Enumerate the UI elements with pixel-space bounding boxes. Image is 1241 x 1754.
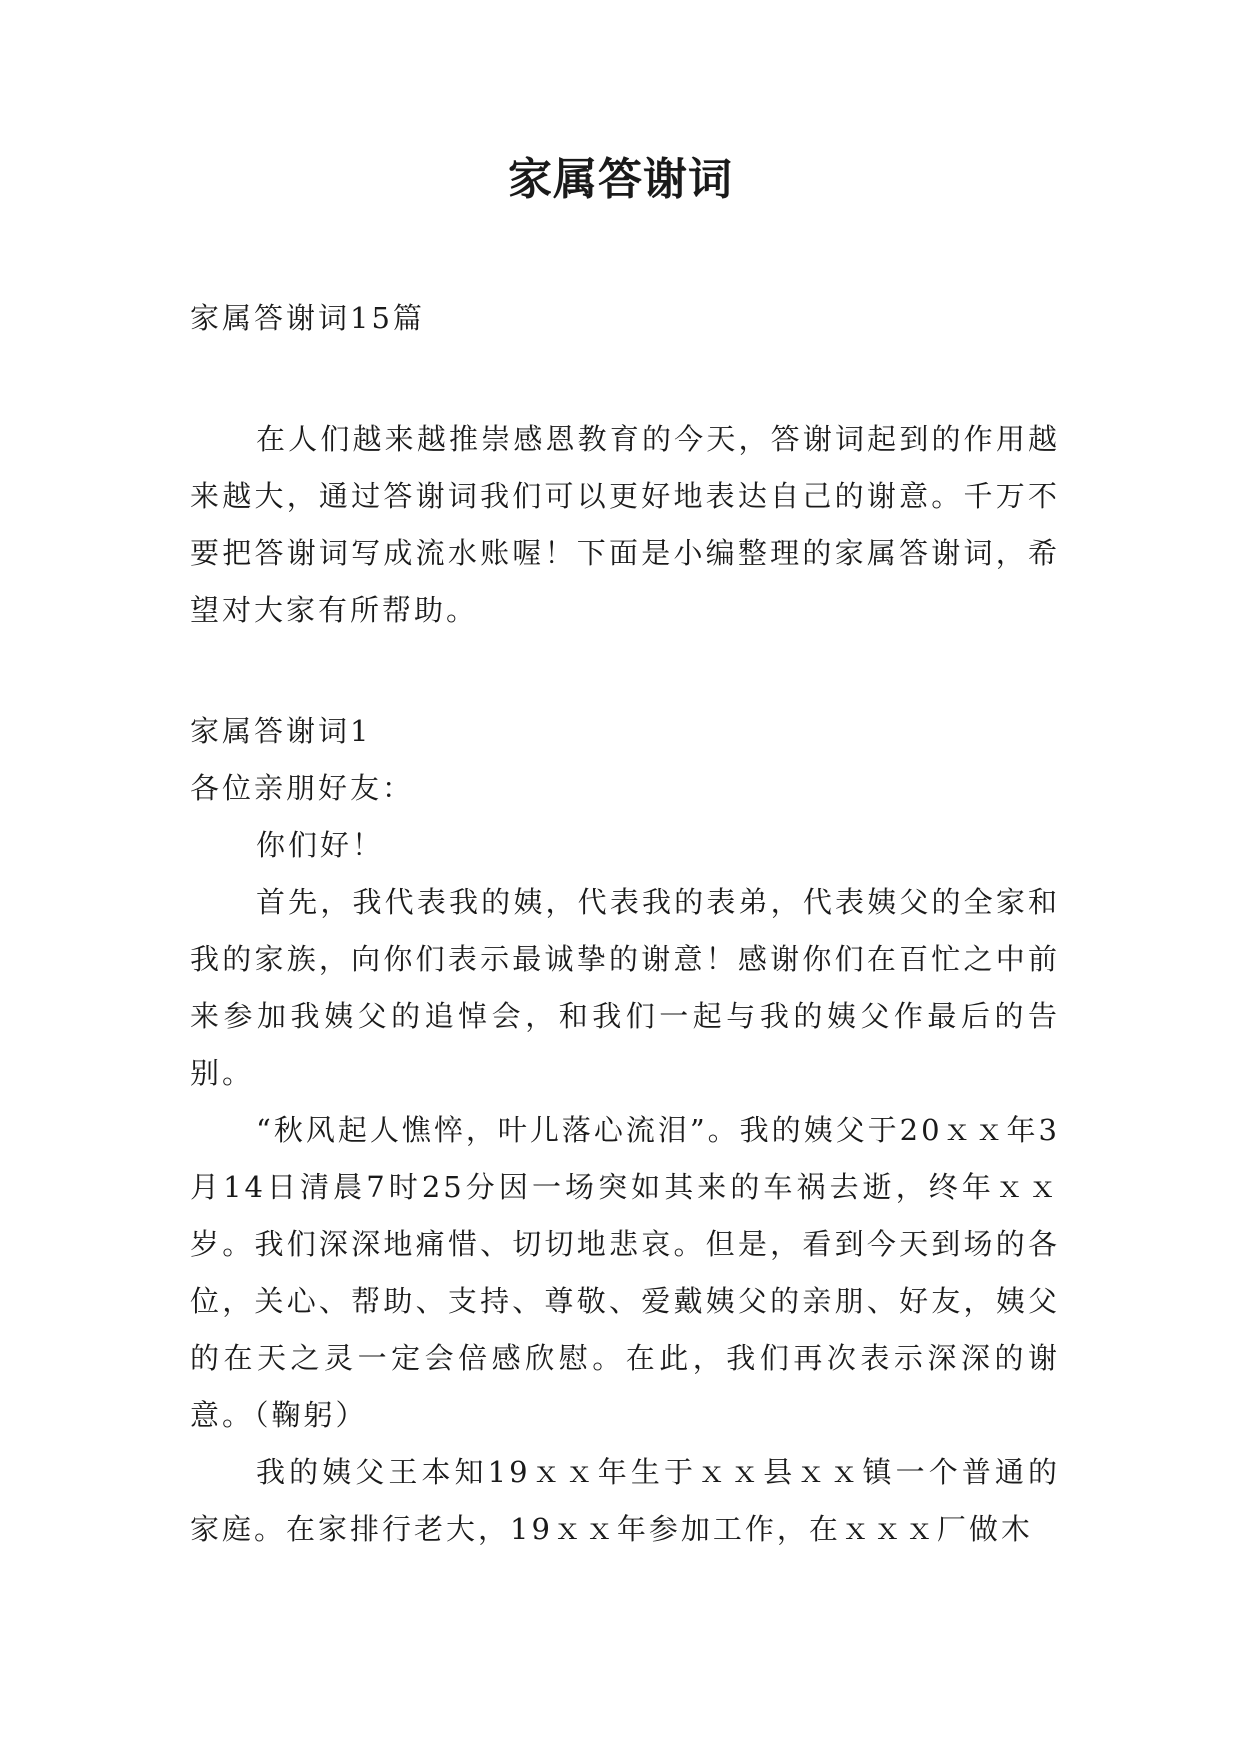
body-paragraph: 我的姨父王本知19ｘｘ年生于ｘｘ县ｘｘ镇一个普通的家庭。在家排行老大，19ｘｘ年参加工作，在ｘｘｘ厂做木 [190, 1455, 1060, 1546]
document-title: 家属答谢词 [508, 154, 733, 205]
document-subtitle: 家属答谢词15篇 [190, 301, 425, 335]
body-paragraph: “秋风起人憔悴，叶儿落心流泪”。我的姨父于20ｘｘ年3月14日清晨7时25分因一场突如其来的车祸去逝，终年ｘｘ岁。我们深深地痛惜、切切地悲哀。但是，看到今天到场的各位，关心、帮助、支持、尊敬、爱戴姨父的亲朋、好友，姨父的在天之灵一定会倍感欣慰。在此，我们再次表示深深的谢意。（鞠躬） [190, 1113, 1061, 1432]
intro-paragraph: 在人们越来越推崇感恩教育的今天，答谢词起到的作用越来越大，通过答谢词我们可以更好地表达自己的谢意。千万不要把答谢词写成流水账喔！下面是小编整理的家属答谢词，希望对大家有所帮助。 [190, 422, 1060, 627]
section-heading: 家属答谢词1 [190, 714, 372, 748]
greeting: 你们好！ [256, 828, 385, 862]
document-body [190, 290, 1060, 1558]
body-paragraph: 首先，我代表我的姨，代表我的表弟，代表姨父的全家和我的家族，向你们表示最诚挚的谢意！感谢你们在百忙之中前来参加我姨父的追悼会，和我们一起与我的姨父作最后的告别。 [190, 885, 1060, 1090]
salutation: 各位亲朋好友： [190, 771, 415, 805]
